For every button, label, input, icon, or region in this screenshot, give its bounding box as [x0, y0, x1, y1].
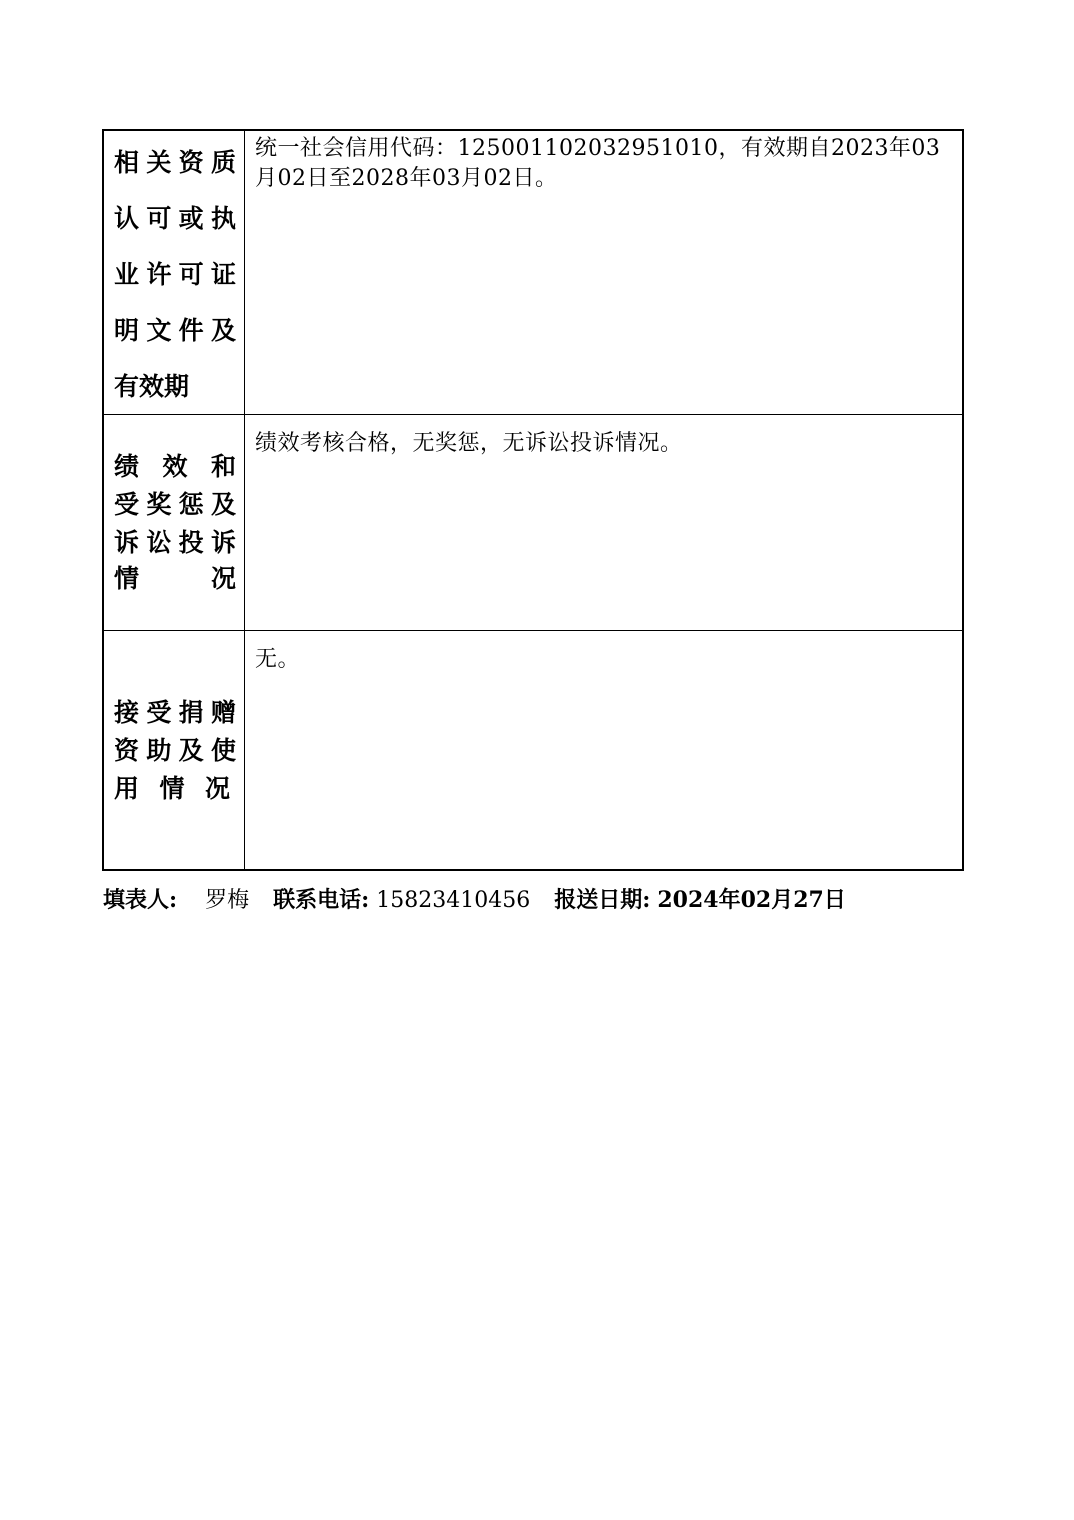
row-label-line: 认可或执 — [114, 204, 236, 233]
performance-text: 绩效考核合格，无奖惩，无诉讼投诉情况。 — [255, 430, 683, 456]
report-date: 2024年02月27日 — [657, 887, 846, 913]
filler-label: 填表人: — [103, 887, 178, 913]
row-label-line: 情 况 — [114, 563, 236, 593]
performance-content-cell — [245, 414, 964, 630]
report-table — [102, 129, 964, 871]
row-label-line: 资助及使 — [114, 735, 236, 765]
donation-text: 无。 — [255, 646, 301, 672]
phone-number: 15823410456 — [376, 888, 531, 913]
row-label-line: 明文件及 — [114, 316, 236, 345]
qualification-label-cell — [103, 130, 245, 414]
row-label-line: 接受捐赠 — [114, 697, 236, 727]
row-label-line: 绩 效 和 — [114, 451, 236, 481]
row-label-line: 用 情 况 — [114, 773, 230, 803]
qualification-text: 统一社会信用代码：125001102032951010，有效期自2023年03月02日至2028年03月02日。 — [255, 136, 941, 191]
filler-name: 罗梅 — [205, 888, 250, 913]
table-row — [103, 630, 963, 870]
donation-label-cell — [103, 630, 245, 870]
date-label: 报送日期: — [554, 887, 651, 913]
table-row — [103, 414, 963, 630]
row-label-line: 有效期 — [114, 372, 190, 401]
row-label-line: 相关资质 — [114, 148, 236, 177]
row-label-line: 诉讼投诉 — [114, 527, 236, 557]
report-footer — [103, 884, 846, 917]
table-row — [103, 130, 963, 414]
row-label-line: 受奖惩及 — [114, 489, 236, 519]
phone-label: 联系电话: — [273, 887, 370, 913]
donation-content-cell — [245, 630, 964, 870]
qualification-content-cell — [245, 130, 964, 414]
performance-label-cell — [103, 414, 245, 630]
row-label-line: 业许可证 — [114, 260, 236, 289]
